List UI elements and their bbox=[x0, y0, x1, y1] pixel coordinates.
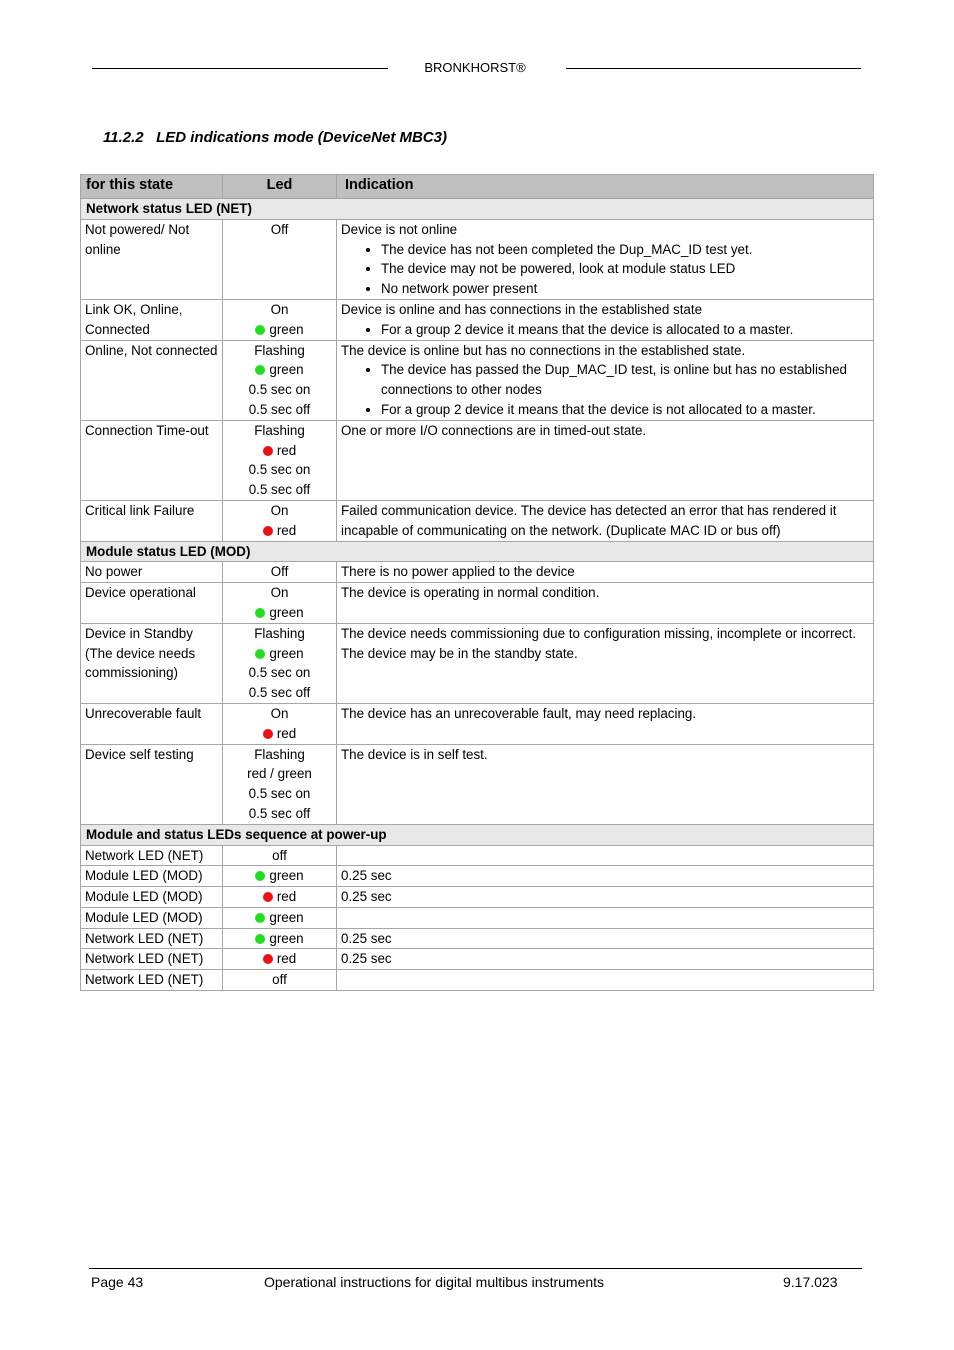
led-text: Off bbox=[270, 221, 289, 237]
sequence-row bbox=[81, 866, 874, 887]
state-cell: Module LED (MOD) bbox=[81, 866, 223, 887]
bullet-item: • For a group 2 device it means that the device is not allocated to a master. bbox=[381, 400, 869, 420]
led-text: On bbox=[270, 705, 289, 721]
led-line bbox=[227, 663, 332, 683]
indication-cell bbox=[337, 340, 874, 420]
led-cell bbox=[223, 887, 337, 908]
state-cell: Module LED (MOD) bbox=[81, 907, 223, 928]
state-cell: Not powered/ Not online bbox=[81, 219, 223, 299]
led-line bbox=[227, 300, 332, 320]
led-cell bbox=[223, 583, 337, 624]
led-text: On bbox=[270, 301, 289, 317]
led-line bbox=[227, 421, 332, 441]
led-cell bbox=[223, 623, 337, 703]
bullet-item: • No network power present bbox=[381, 279, 869, 299]
table-row bbox=[81, 562, 874, 583]
led-line bbox=[227, 704, 332, 724]
col-header-led: Led bbox=[223, 175, 337, 199]
led-line bbox=[227, 644, 332, 664]
indication-text: One or more I/O connections are in timed-out state. bbox=[341, 422, 647, 438]
green-led-icon bbox=[255, 871, 265, 881]
indication-cell: The device is in self test. bbox=[337, 744, 874, 824]
state-cell: Online, Not connected bbox=[81, 340, 223, 420]
group-sequence bbox=[81, 824, 874, 845]
green-led-icon bbox=[255, 325, 265, 335]
led-line bbox=[227, 624, 332, 644]
header-brand: BRONKHORST® bbox=[424, 60, 526, 75]
red-led-icon bbox=[263, 892, 273, 902]
led-line bbox=[227, 745, 332, 765]
led-cell bbox=[223, 866, 337, 887]
indication-cell bbox=[337, 219, 874, 299]
led-text: Flashing bbox=[254, 746, 305, 762]
state-cell: Network LED (NET) bbox=[81, 949, 223, 970]
led-cell bbox=[223, 907, 337, 928]
indication-text: The device is online but has no connections in the established state. bbox=[341, 342, 746, 358]
led-text: Flashing bbox=[254, 422, 305, 438]
state-cell: Device self testing bbox=[81, 744, 223, 824]
group-mod-label: Module status LED (MOD) bbox=[81, 541, 874, 562]
header-rule-left bbox=[92, 68, 388, 69]
led-text: On bbox=[270, 585, 289, 601]
led-line bbox=[227, 784, 332, 804]
led-line bbox=[227, 460, 332, 480]
state-cell: Network LED (NET) bbox=[81, 928, 223, 949]
time-cell: 0.25 sec bbox=[337, 866, 874, 887]
table-row bbox=[81, 703, 874, 744]
indication-bullets bbox=[341, 360, 869, 419]
led-text: red bbox=[276, 951, 297, 967]
sequence-row bbox=[81, 887, 874, 908]
led-cell bbox=[223, 299, 337, 340]
led-cell bbox=[223, 845, 337, 866]
led-text: red bbox=[276, 889, 297, 905]
time-cell: 0.25 sec bbox=[337, 928, 874, 949]
time-cell: 0.25 sec bbox=[337, 949, 874, 970]
state-cell: Device operational bbox=[81, 583, 223, 624]
led-line bbox=[227, 480, 332, 500]
led-cell bbox=[223, 219, 337, 299]
time-cell: 0.25 sec bbox=[337, 887, 874, 908]
group-net bbox=[81, 199, 874, 220]
red-led-icon bbox=[263, 729, 273, 739]
indication-text: Failed communication device. The device has detected an error that has rendered it incapable of communicating on the network. (Duplicate MAC ID or bus off) bbox=[341, 502, 837, 538]
col-header-indication: Indication bbox=[337, 175, 874, 199]
indication-bullets bbox=[341, 240, 869, 299]
green-led-icon bbox=[255, 913, 265, 923]
led-text: 0.5 sec on bbox=[248, 462, 311, 478]
led-text: red bbox=[276, 442, 297, 458]
led-line bbox=[227, 341, 332, 361]
led-text: green bbox=[269, 909, 304, 925]
sequence-row bbox=[81, 928, 874, 949]
table-row bbox=[81, 744, 874, 824]
led-text: red / green bbox=[247, 766, 312, 782]
led-cell bbox=[223, 928, 337, 949]
led-cell bbox=[223, 340, 337, 420]
footer-doc-number: 9.17.023 bbox=[783, 1274, 838, 1290]
led-text: 0.5 sec on bbox=[248, 786, 311, 802]
bullet-item: • The device has passed the Dup_MAC_ID test, is online but has no established connections to other nodes bbox=[381, 360, 869, 400]
led-text: off bbox=[272, 847, 287, 863]
led-line bbox=[227, 220, 332, 240]
col-header-state: for this state bbox=[81, 175, 223, 199]
footer-rule bbox=[89, 1268, 862, 1269]
indication-bullets bbox=[341, 320, 869, 340]
led-cell bbox=[223, 703, 337, 744]
red-led-icon bbox=[263, 446, 273, 456]
led-line bbox=[227, 804, 332, 824]
indication-cell: The device needs commissioning due to configuration missing, incomplete or incorrect. The device may be in the standby state. bbox=[337, 623, 874, 703]
led-text: 0.5 sec on bbox=[248, 665, 311, 681]
led-text: Flashing bbox=[254, 625, 305, 641]
header-rule-right bbox=[566, 68, 861, 69]
led-line bbox=[227, 501, 332, 521]
sequence-row bbox=[81, 907, 874, 928]
led-text: 0.5 sec on bbox=[248, 382, 311, 398]
footer-title: Operational instructions for digital multibus instruments bbox=[264, 1274, 605, 1290]
bullet-item: • The device may not be powered, look at module status LED bbox=[381, 259, 869, 279]
group-net-label: Network status LED (NET) bbox=[81, 199, 874, 220]
red-led-icon bbox=[263, 954, 273, 964]
led-indications-table bbox=[80, 174, 874, 991]
table-header-row bbox=[81, 175, 874, 199]
indication-cell: The device is operating in normal condition. bbox=[337, 583, 874, 624]
led-text: 0.5 sec off bbox=[248, 805, 311, 821]
led-line bbox=[227, 400, 332, 420]
red-led-icon bbox=[263, 526, 273, 536]
led-line bbox=[227, 441, 332, 461]
footer-page: Page 43 bbox=[91, 1274, 144, 1290]
time-cell bbox=[337, 907, 874, 928]
led-text: Flashing bbox=[254, 342, 305, 358]
led-line bbox=[227, 764, 332, 784]
table-row bbox=[81, 299, 874, 340]
led-text: Off bbox=[270, 564, 289, 580]
sequence-row bbox=[81, 845, 874, 866]
state-cell: Connection Time-out bbox=[81, 420, 223, 500]
bullet-item: • For a group 2 device it means that the device is allocated to a master. bbox=[381, 320, 869, 340]
bullet-item: • The device has not been completed the Dup_MAC_ID test yet. bbox=[381, 240, 869, 260]
led-text: green bbox=[269, 930, 304, 946]
led-text: green bbox=[269, 321, 304, 337]
led-text: 0.5 sec off bbox=[248, 482, 311, 498]
led-cell bbox=[223, 420, 337, 500]
group-mod bbox=[81, 541, 874, 562]
section-title: 11.2.2 LED indications mode (DeviceNet MBC3) bbox=[103, 129, 447, 146]
state-cell: Device in Standby (The device needs commissioning) bbox=[81, 623, 223, 703]
indication-cell: There is no power applied to the device bbox=[337, 562, 874, 583]
green-led-icon bbox=[255, 365, 265, 375]
indication-cell bbox=[337, 299, 874, 340]
led-cell bbox=[223, 562, 337, 583]
green-led-icon bbox=[255, 649, 265, 659]
led-line bbox=[227, 683, 332, 703]
led-text: green bbox=[269, 362, 304, 378]
table-row bbox=[81, 623, 874, 703]
led-text: green bbox=[269, 604, 304, 620]
state-cell: Link OK, Online, Connected bbox=[81, 299, 223, 340]
led-text: off bbox=[272, 972, 287, 988]
state-cell: Network LED (NET) bbox=[81, 970, 223, 991]
sequence-row bbox=[81, 949, 874, 970]
led-cell bbox=[223, 970, 337, 991]
time-cell bbox=[337, 970, 874, 991]
state-cell: Unrecoverable fault bbox=[81, 703, 223, 744]
indication-text: Device is not online bbox=[341, 221, 458, 237]
group-sequence-label: Module and status LEDs sequence at power-up bbox=[81, 824, 874, 845]
table-row bbox=[81, 583, 874, 624]
state-cell: No power bbox=[81, 562, 223, 583]
state-cell: Critical link Failure bbox=[81, 500, 223, 541]
led-text: green bbox=[269, 868, 304, 884]
led-line bbox=[227, 380, 332, 400]
led-text: On bbox=[270, 502, 289, 518]
led-cell bbox=[223, 500, 337, 541]
indication-text: Device is online and has connections in the established state bbox=[341, 301, 703, 317]
table-row bbox=[81, 420, 874, 500]
led-line bbox=[227, 724, 332, 744]
table-row bbox=[81, 219, 874, 299]
table-body bbox=[81, 199, 874, 991]
led-line bbox=[227, 583, 332, 603]
led-text: red bbox=[276, 522, 297, 538]
led-line bbox=[227, 320, 332, 340]
green-led-icon bbox=[255, 608, 265, 618]
table-row bbox=[81, 500, 874, 541]
led-line bbox=[227, 360, 332, 380]
led-cell bbox=[223, 949, 337, 970]
sequence-row bbox=[81, 970, 874, 991]
led-cell bbox=[223, 744, 337, 824]
indication-cell bbox=[337, 500, 874, 541]
state-cell: Network LED (NET) bbox=[81, 845, 223, 866]
led-text: 0.5 sec off bbox=[248, 401, 311, 417]
table-row bbox=[81, 340, 874, 420]
indication-cell: The device has an unrecoverable fault, may need replacing. bbox=[337, 703, 874, 744]
led-text: green bbox=[269, 645, 304, 661]
led-text: red bbox=[276, 725, 297, 741]
state-cell: Module LED (MOD) bbox=[81, 887, 223, 908]
led-line bbox=[227, 562, 332, 582]
led-line bbox=[227, 603, 332, 623]
led-line bbox=[227, 521, 332, 541]
indication-cell bbox=[337, 420, 874, 500]
led-text: 0.5 sec off bbox=[248, 685, 311, 701]
time-cell bbox=[337, 845, 874, 866]
green-led-icon bbox=[255, 934, 265, 944]
